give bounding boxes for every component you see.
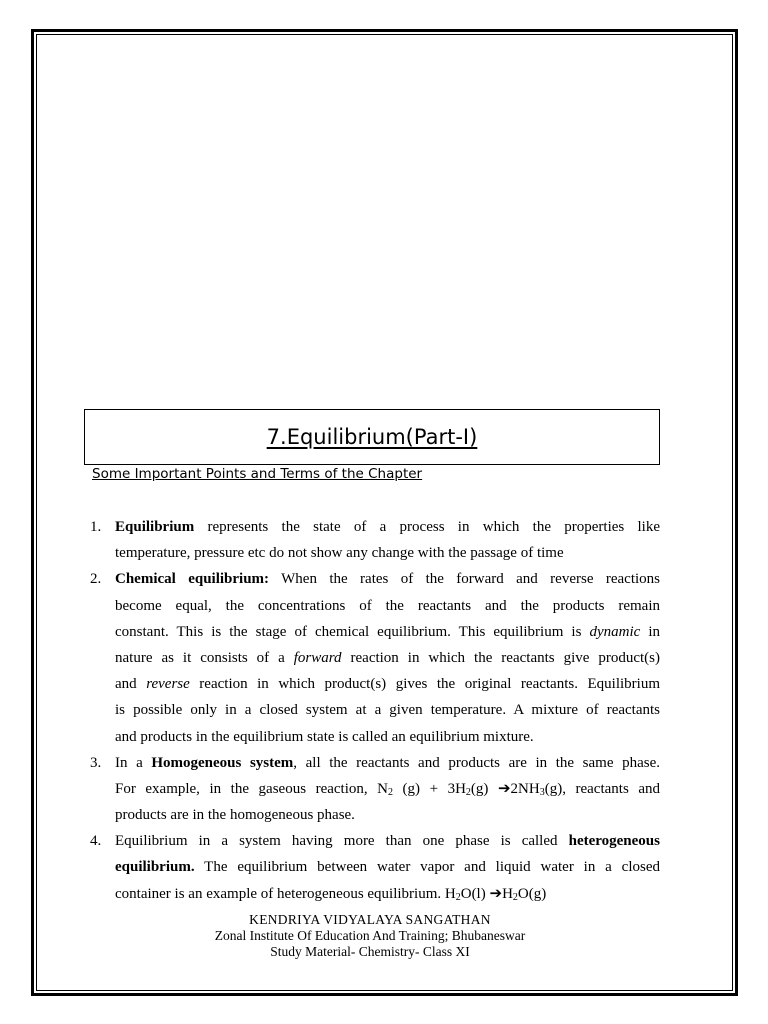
item-text: 2NH [510, 780, 540, 797]
arrow-icon: ➔ [497, 780, 511, 797]
item-text: constant. This is the stage of chemical equilibrium. This equilibrium is [115, 623, 590, 640]
term-bold: Equilibrium [115, 519, 195, 535]
list-item [90, 828, 660, 907]
item-line: is possible only in a closed system at a given temperature. A mixture of reactants [115, 702, 660, 719]
term-bold: equilibrium. [115, 859, 195, 876]
item-line: products are in the homogeneous phase. [115, 807, 355, 824]
footer-institute: Zonal Institute Of Education And Training; Bhubaneswar [214, 928, 526, 943]
item-line [115, 881, 660, 907]
item-text: The equilibrium between water vapor and liquid water in a closed [194, 859, 660, 876]
item-text: represents the state of a process in which the properties like [194, 519, 660, 535]
item-text: nature as it consists of a [115, 649, 294, 666]
item-line [115, 619, 660, 645]
list-number: 2. [90, 571, 102, 588]
section-subtitle: Some Important Points and Terms of the Chapter [92, 466, 423, 482]
subscript: 2 [512, 891, 518, 903]
item-text: , all the reactants and products are in the same phase. [293, 754, 661, 771]
term-bold: heterogeneous [568, 833, 660, 850]
subscript: 2 [455, 891, 461, 903]
item-line: become equal, the concentrations of the reactants and the products remain [115, 597, 660, 614]
page-footer [0, 912, 740, 960]
footer-material: Study Material- Chemistry- Class XI [270, 944, 470, 959]
item-text: O(l) [460, 885, 490, 902]
item-text: In a [115, 754, 152, 771]
item-text: container is an example of heterogeneous equilibrium. H [115, 885, 456, 902]
item-line [115, 671, 660, 697]
item-text: O(g) [517, 885, 547, 902]
term-bold: Chemical equilibrium: [115, 571, 270, 588]
item-text: For example, in the gaseous reaction, N [115, 780, 389, 797]
list-number: 3. [90, 754, 102, 771]
subscript: 2 [465, 786, 471, 798]
term-bold: Homogeneous system [151, 754, 294, 771]
list-number: 4. [90, 833, 102, 850]
item-text: reaction in which the reactants give product(s) [341, 649, 661, 666]
subscript: 3 [539, 786, 545, 798]
item-text: reaction in which product(s) gives the original reactants. Equilibrium [189, 676, 660, 693]
item-text: (g), reactants and [544, 780, 660, 797]
item-line [115, 566, 660, 592]
item-line [115, 750, 660, 776]
chapter-title-box [84, 409, 660, 465]
list-number: 1. [90, 519, 102, 535]
italic-term: reverse [146, 676, 190, 693]
item-line: temperature, pressure etc do not show any change with the passage of time [115, 545, 564, 562]
item-text: When the rates of the forward and reverse reactions [269, 571, 660, 588]
list-item [90, 750, 660, 829]
item-text: Equilibrium in a system having more than one phase is called [115, 833, 569, 850]
subscript: 2 [388, 786, 394, 798]
item-line [115, 514, 660, 540]
item-line [115, 854, 660, 880]
footer-org: KENDRIYA VIDYALAYA SANGATHAN [249, 912, 491, 927]
arrow-icon: ➔ [489, 885, 503, 902]
item-line: and products in the equilibrium state is called an equilibrium mixture. [115, 728, 534, 745]
item-text: in [640, 623, 661, 640]
item-text: (g) [470, 780, 498, 797]
italic-term: dynamic [589, 623, 641, 640]
item-text: H [502, 885, 513, 902]
item-line [115, 645, 660, 671]
item-line [115, 828, 660, 854]
item-text: and [115, 676, 147, 693]
list-item [90, 566, 660, 749]
item-text: (g) + 3H [393, 780, 466, 797]
item-line [115, 776, 660, 802]
chapter-title: 7.Equilibrium(Part-I) [266, 425, 478, 449]
italic-term: forward [293, 649, 342, 666]
points-list [90, 514, 660, 907]
list-item [90, 514, 660, 566]
